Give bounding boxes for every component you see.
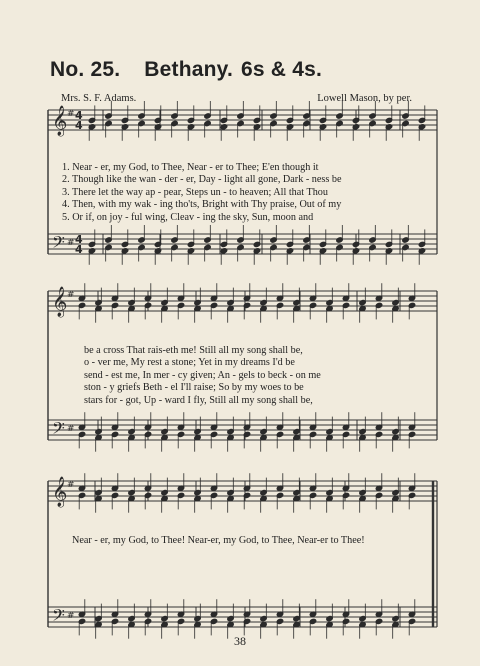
svg-text:4: 4 [75, 233, 83, 246]
svg-text:4: 4 [75, 119, 83, 132]
verse-line: 2. Though like the wan - der - er, Day - light all gone, Dark - ness be [62, 174, 342, 186]
tune-name: Bethany. [144, 58, 233, 81]
svg-text:4: 4 [75, 243, 83, 256]
verses-system-2 [84, 345, 321, 407]
svg-text:𝄢: 𝄢 [52, 232, 65, 256]
verse-line: stars for - got, Up - ward I fly, Still all my song shall be, [84, 394, 313, 406]
refrain-line: Near - er, my God, to Thee! Near-er, my God, to Thee, Near-er to Thee! [72, 535, 365, 546]
composer-credit: Lowell Mason, by per. [317, 93, 412, 104]
verse-line: 1. Near - er, my God, to Thee, Near - er to Thee; E'en though it [62, 162, 319, 173]
verse-line: 5. Or if, on joy - ful wing, Cleav - ing the sky, Sun, moon and [62, 211, 314, 223]
verse-line: 4. Then, with my wak - ing tho'ts, Bright with Thy praise, Out of my [62, 199, 342, 211]
svg-text:#: # [67, 480, 75, 490]
verse-line: o - ver me, My rest a stone; Yet in my dreams I'd be [84, 357, 295, 369]
svg-text:#: # [67, 109, 75, 119]
svg-text:4: 4 [75, 109, 83, 122]
verse-line: 3. There let the way ap - pear, Steps un - to heaven; All that Thou [62, 186, 328, 198]
lyricist-credit: Mrs. S. F. Adams. [61, 93, 137, 104]
svg-text:𝄢: 𝄢 [52, 605, 65, 629]
svg-text:𝄞: 𝄞 [52, 106, 68, 136]
svg-text:#: # [67, 290, 75, 300]
verse-line: send - est me, In mer - cy given; An - gels to beck - on me [84, 369, 321, 381]
svg-text:#: # [67, 611, 75, 621]
verses-system-1 [62, 162, 341, 224]
svg-text:#: # [67, 424, 75, 434]
svg-text:𝄢: 𝄢 [52, 418, 65, 442]
verse-line: ston - y griefs Beth - el I'll raise; So by my woes to be [84, 382, 304, 394]
hymn-meter: 6s & 4s. [241, 58, 322, 81]
hymn-number: No. 25. [50, 58, 121, 81]
verse-line: be a cross That rais-eth me! Still all my song shall be, [84, 345, 303, 356]
svg-text:#: # [67, 238, 75, 248]
page-number: 38 [234, 634, 246, 648]
svg-text:𝄞: 𝄞 [52, 477, 68, 507]
svg-text:𝄞: 𝄞 [52, 287, 68, 317]
